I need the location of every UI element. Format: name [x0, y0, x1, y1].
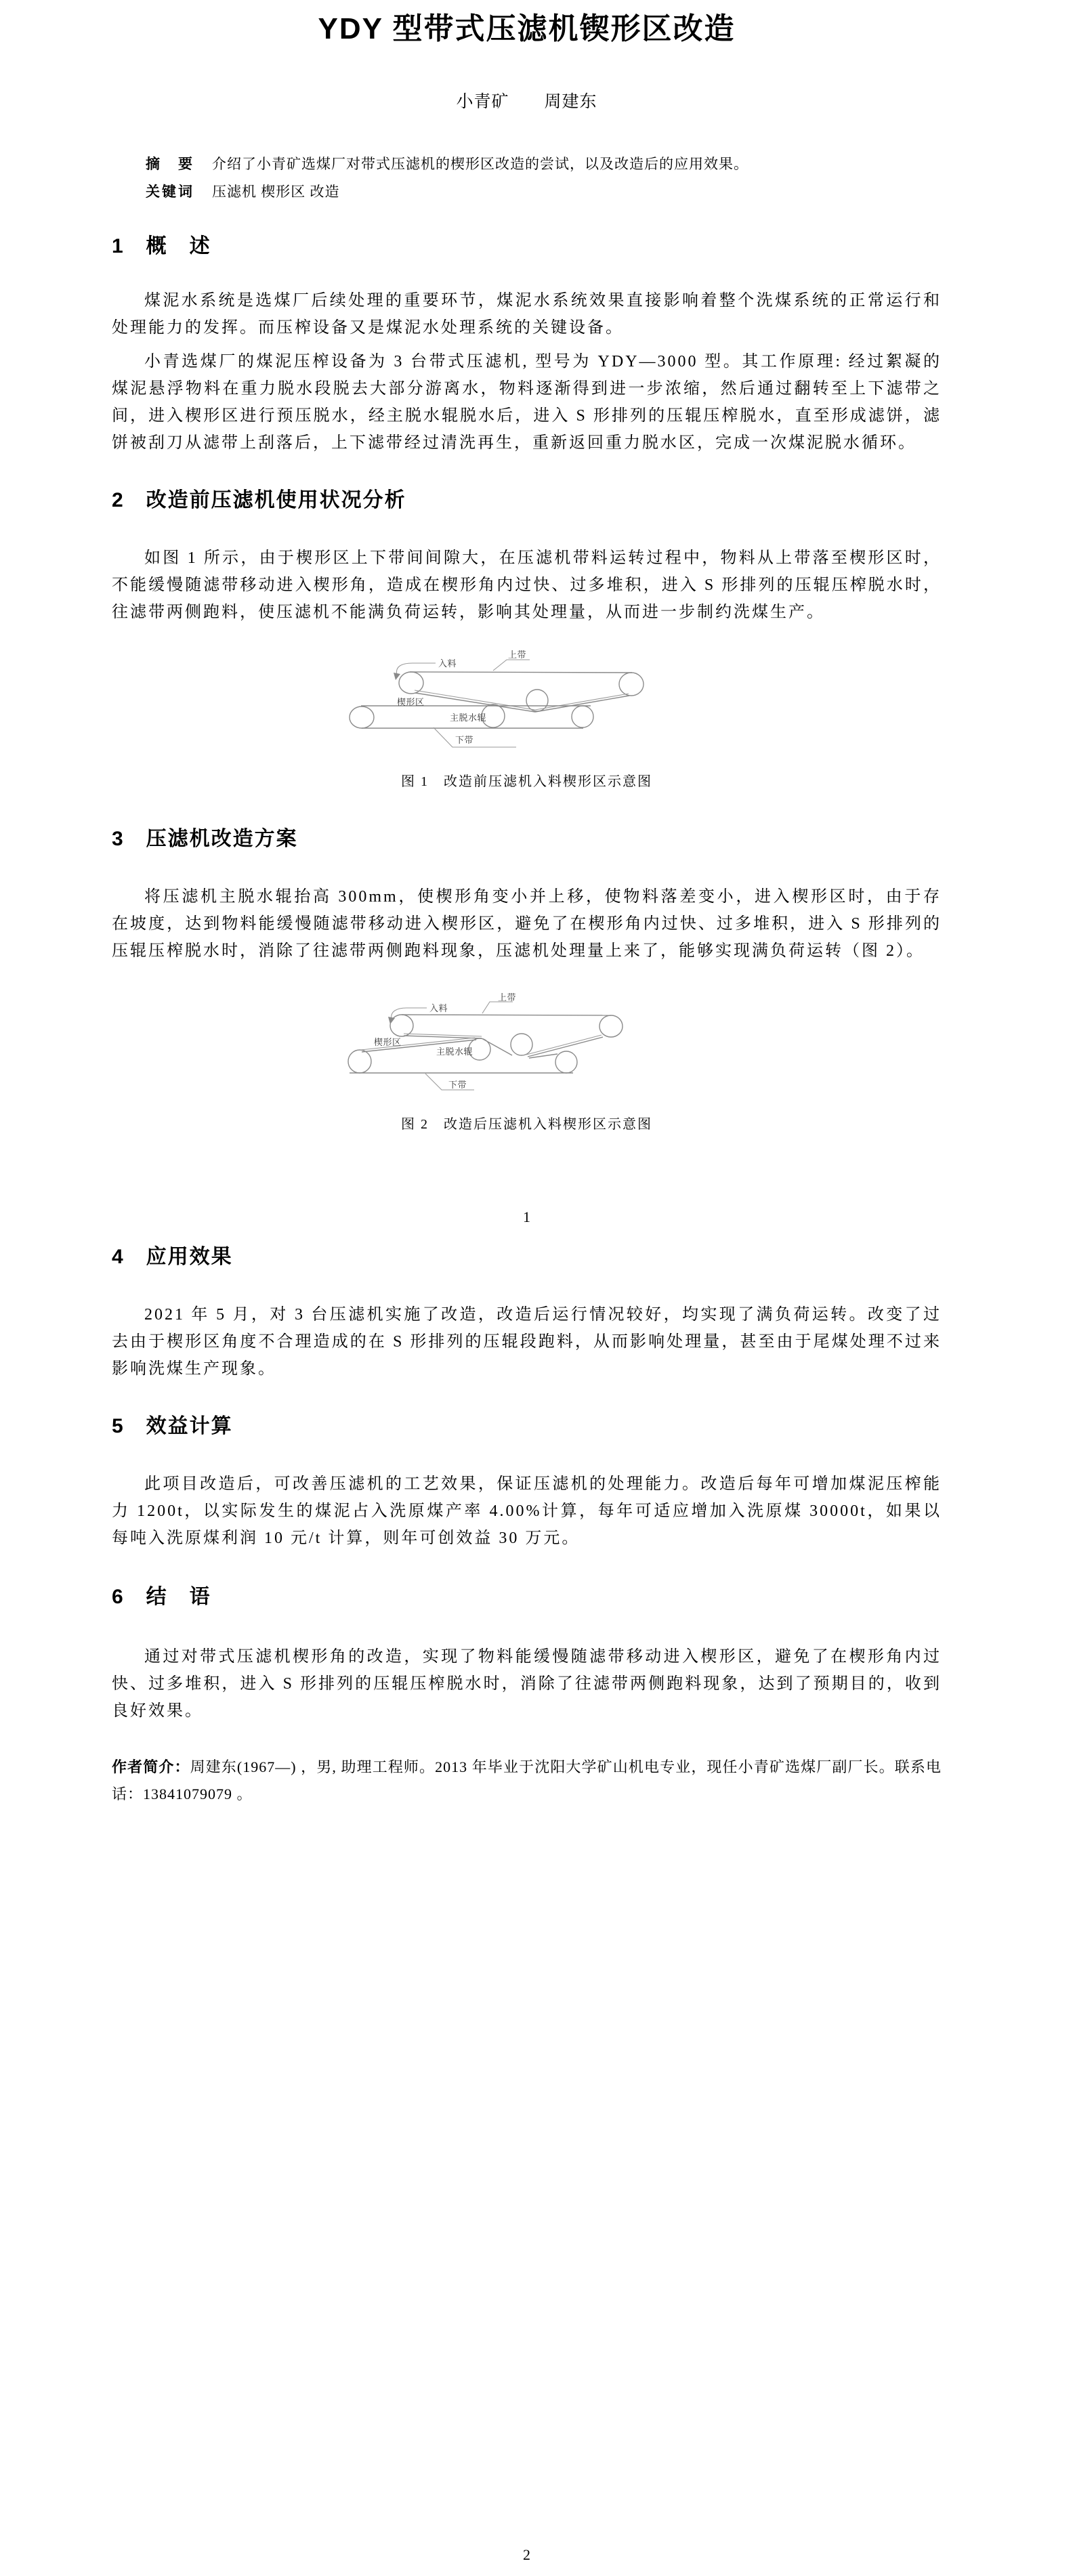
fig2-label-upper-belt: 上带 [498, 992, 517, 1002]
abstract-text: 介绍了小青矿选煤厂对带式压滤机的楔形区改造的尝试，以及改造后的应用效果。 [212, 156, 749, 172]
abstract-label: 摘 要 [146, 156, 194, 172]
author-bio [112, 1754, 942, 1808]
figure-1-diagram [335, 645, 654, 757]
section-1-heading: 1 概 述 [112, 235, 211, 257]
section-6-heading: 6 结 语 [112, 1586, 211, 1608]
fig1-upper-belt-leader-line [493, 660, 530, 671]
author-bio-label: 作者简介： [112, 1758, 190, 1775]
fig1-upper-belt-bottom-edge-b [415, 693, 535, 712]
figure-2-caption: 图 2 改造后压滤机入料楔形区示意图 [401, 1117, 652, 1132]
section-3-heading: 3 压滤机改造方案 [112, 828, 298, 850]
fig2-belt-rise-edge-b [528, 1037, 603, 1057]
section-1-paragraph-2: 小青选煤厂的煤泥压榨设备为 3 台带式压滤机, 型号为 YDY—3000 型。其工作原理: 经过絮凝的煤泥悬浮物料在重力脱水段脱去大部分游离水，物料逐渐得到进一步浓缩，然后通过翻转至上下滤带之间，进入楔形区进行预压脱水，经主脱水辊脱水后，进入 S 形排列的压辊压榨脱水，直至形成滤饼，滤饼被刮刀从滤带上刮落后，上下滤带经过清洗再生，重新返回重力脱水区，完成一次煤泥脱水循环。 [112, 353, 942, 452]
fig2-lower-right-roller [555, 1051, 577, 1073]
figure-1-caption: 图 1 改造前压滤机入料楔形区示意图 [401, 774, 652, 789]
keywords-line [146, 178, 921, 206]
section-6-paragraph-1: 通过对带式压滤机楔形角的改造，实现了物料能缓慢随滤带移动进入楔形区，避免了在楔形角内过快、过多堆积，进入 S 形排列的压辊压榨脱水时，消除了往滤带两侧跑料现象，达到了预期目的，收到良好效果。 [112, 1648, 942, 1720]
section-4-paragraph-1: 2021 年 5 月，对 3 台压滤机实施了改造，改造后运行情况较好，均实现了满负荷运转。改变了过去由于楔形区角度不合理造成的在 S 形排列的压辊段跑料，从而影响处理量，甚至由于尾煤处理不过来影响洗煤生产现象。 [112, 1306, 942, 1378]
fig1-upper-belt-rise-edge-a [535, 694, 629, 710]
fig2-lower-left-roller [348, 1050, 371, 1073]
fig2-belt-to-lower-right-roller-edge [529, 1054, 557, 1058]
keywords-label: 关键词 [146, 184, 194, 200]
fig2-upper-right-roller [599, 1015, 623, 1037]
author-bio-text: 周建东(1967—) ，男, 助理工程师。2013 年毕业于沈阳大学矿山机电专业，现任小青矿选煤厂副厂长。联系电话：13841079079 。 [112, 1758, 942, 1802]
fig2-belt-descent-edge [483, 1039, 512, 1055]
abstract-block [112, 150, 942, 206]
fig1-lower-left-roller [350, 706, 374, 728]
fig1-label-wedge-zone: 楔形区 [397, 697, 425, 707]
fig2-label-main-roller: 主脱水辊 [436, 1047, 473, 1057]
paper-title: YDY 型带式压滤机锲形区改造 [318, 12, 736, 45]
fig2-label-wedge-zone: 楔形区 [374, 1037, 402, 1047]
figure-2-diagram [335, 990, 654, 1102]
section-2-paragraph-1: 如图 1 所示，由于楔形区上下带间间隙大，在压滤机带料运转过程中，物料从上带落至楔形区时，不能缓慢随滤带移动进入楔形角，造成在楔形角内过快、过多堆积，进入 S 形排列的压辊压榨脱水时，往滤带两侧跑料，使压滤机不能满负荷运转，影响其处理量，从而进一步制约洗煤生产。 [112, 549, 942, 621]
fig1-label-lower-belt: 下带 [455, 735, 474, 745]
section-1-paragraph-1: 煤泥水系统是选煤厂后续处理的重要环节，煤泥水系统效果直接影响着整个洗煤系统的正常运行和处理能力的发挥。而压榨设备又是煤泥水处理系统的关键设备。 [112, 292, 942, 337]
fig1-upper-right-roller [619, 673, 644, 696]
section-4-heading: 4 应用效果 [112, 1246, 233, 1268]
fig1-upper-belt-bottom-edge-a [415, 690, 535, 710]
fig1-label-upper-belt: 上带 [508, 650, 527, 660]
abstract-line [146, 150, 921, 178]
section-2-heading: 2 改造前压滤机使用状况分析 [112, 489, 406, 511]
fig1-label-main-roller: 主脱水辊 [450, 713, 487, 723]
page-number-1: 1 [523, 1208, 530, 1225]
figure-1-svg [335, 645, 654, 757]
fig1-lower-belt-leader-line [434, 727, 516, 747]
section-5-heading: 5 效益计算 [112, 1415, 233, 1437]
document-content [112, 0, 942, 1823]
fig2-label-lower-belt: 下带 [448, 1080, 467, 1090]
fig1-upper-belt-rise-edge-b [535, 696, 629, 712]
fig2-label-feed: 入料 [429, 1003, 448, 1013]
fig1-upper-belt-top-edge [410, 672, 632, 673]
fig1-lower-right-roller [572, 706, 593, 727]
fig2-second-roller [511, 1034, 532, 1055]
authors-line: 小青矿 周建东 [456, 93, 597, 111]
figure-2-svg [335, 990, 654, 1102]
keywords-text: 压滤机 楔形区 改造 [212, 184, 340, 200]
fig2-upper-belt-leader-line [482, 1002, 513, 1013]
section-5-paragraph-1: 此项目改造后，可改善压滤机的工艺效果，保证压滤机的处理能力。改造后每年可增加煤泥压榨能力 1200t，以实际发生的煤泥占入洗原煤产率 4.00%计算，每年可适应增加入洗原煤 30000t，如果以每吨入洗原煤利润 10 元/t 计算，则年可创效益 30 万元。 [112, 1475, 942, 1547]
fig1-label-feed: 入料 [438, 658, 457, 669]
section-3-paragraph-1: 将压滤机主脱水辊抬高 300mm，使楔形角变小并上移，使物料落差变小，进入楔形区时，由于存在坡度，达到物料能缓慢随滤带移动进入楔形区，避免了在楔形角内过快、过多堆积，进入 S 形排列的压辊压榨脱水时，消除了往滤带两侧跑料现象，压滤机处理量上来了，能够实现满负荷运转（图 2）。 [112, 888, 942, 960]
page-number-2: 2 [523, 2546, 530, 2563]
fig1-upper-left-roller [399, 672, 423, 694]
